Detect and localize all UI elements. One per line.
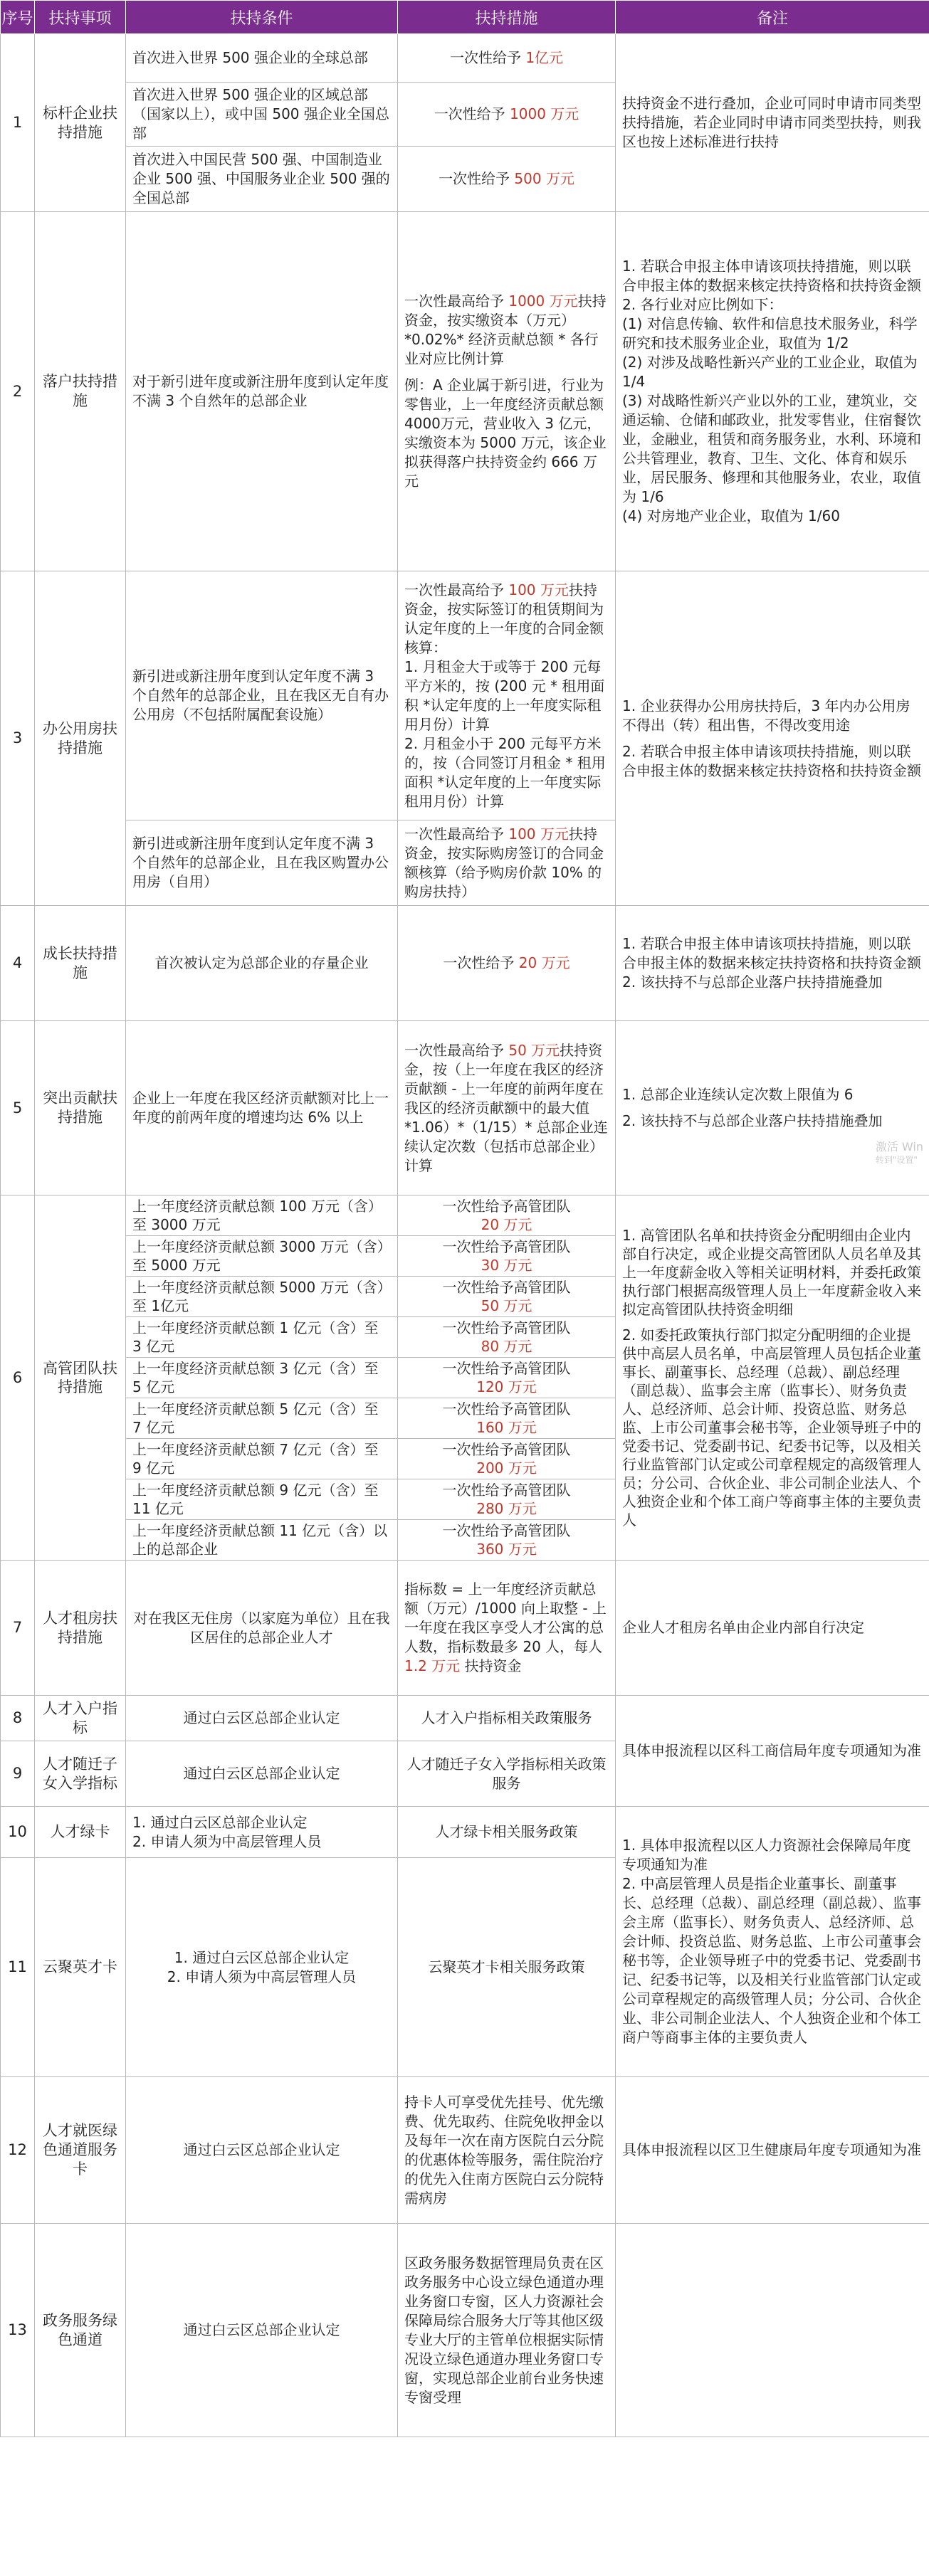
row-item: 标杆企业扶持措施: [35, 34, 126, 212]
row-measure: [398, 1479, 616, 1520]
row-condition: 上一年度经济贡献总额 3000 万元（含）至 5000 万元: [126, 1236, 398, 1277]
measure-text: 扶持资金，按实际签订的租赁期间为认定年度的上一年度的合同金额核算：: [404, 581, 604, 656]
measure-amount: 1000 万元: [508, 292, 578, 310]
note-line: 1. 若联合申报主体申请该项扶持措施，则以联合申报主体的数据来核定扶持资格和扶持资金额: [622, 935, 921, 971]
row-item: 人才租房扶持措施: [35, 1561, 126, 1696]
measure-amount: 200 万元: [476, 1459, 537, 1477]
measure-text: 一次性给予: [443, 954, 519, 971]
measure-text: 一次性给予高管团队: [442, 1279, 571, 1296]
row-condition: 首次进入世界 500 强企业的全球总部: [126, 34, 398, 83]
row-note: [616, 1021, 929, 1195]
watermark-line: 激活 Win: [875, 1140, 923, 1154]
row-condition: 上一年度经济贡献总额 7 亿元（含）至 9 亿元: [126, 1439, 398, 1479]
measure-amount: 280 万元: [476, 1500, 537, 1517]
header-measure: 扶持措施: [398, 1, 616, 34]
note-line: 1. 具体申报流程以区人力资源社会保障局年度专项通知为准: [622, 1837, 911, 1873]
row-note: [616, 906, 929, 1021]
row-item: 人才随迁子女入学指标: [35, 1741, 126, 1807]
note-line: 2. 该扶持不与总部企业落户扶持措施叠加: [622, 1112, 883, 1129]
measure-amount: 100 万元: [508, 581, 569, 598]
measure-amount: 1亿元: [525, 49, 564, 66]
row-item: 人才就医绿色通道服务卡: [35, 2077, 126, 2224]
row-note: [616, 2224, 929, 2437]
table-row: [1, 1696, 929, 1741]
table-row: [1, 2224, 929, 2437]
row-measure: 人才绿卡相关服务政策: [398, 1807, 616, 1858]
note-line: (2) 对涉及战略性新兴产业的工业企业，取值为 1/4: [622, 354, 918, 390]
measure-text: 一次性给予: [439, 170, 515, 187]
measure-amount: 80 万元: [481, 1338, 532, 1355]
measure-text: 一次性最高给予: [404, 825, 509, 843]
note-line: 1. 高管团队名单和扶持资金分配明细由企业内部自行决定，或企业提交高管团队人员名单及其上一年度薪金收入等相关证明材料，并委托政策执行部门根据高级管理人员上一年度薪金收入来拟定高管团队扶持资金明细: [622, 1227, 921, 1318]
row-number: 3: [1, 571, 35, 906]
row-item: 云聚英才卡: [35, 1858, 126, 2077]
row-item: 办公用房扶持措施: [35, 571, 126, 906]
row-measure: [398, 906, 616, 1021]
table-row: [1, 212, 929, 571]
condition-line: 1. 通过白云区总部企业认定: [174, 1948, 350, 1966]
condition-line: 2. 申请人须为中高层管理人员: [132, 1832, 322, 1850]
row-condition: 企业上一年度在我区经济贡献额对比上一年度的前两年度的增速均达 6% 以上: [126, 1021, 398, 1195]
measure-text: 一次性最高给予: [404, 581, 509, 598]
watermark-line: 转到"设置": [875, 1155, 918, 1165]
measure-text: 扶持资金，按（上一年度在我区的经济贡献额 - 上一年度的前两年度在我区的经济贡献额中的最大值 *1.06）*（1/15）* 总部企业连续认定次数（包括市总部企业）计算: [404, 1041, 608, 1174]
row-measure: [398, 820, 616, 906]
row-measure: [398, 1358, 616, 1398]
measure-text: 一次性最高给予: [404, 292, 509, 310]
row-number: 11: [1, 1858, 35, 2077]
row-measure: [398, 1021, 616, 1195]
measure-text: 扶持资金，按实际购房签订的合同金额核算（给予购房价款 10% 的购房扶持）: [404, 825, 604, 900]
table-row: [1, 1561, 929, 1696]
row-condition: 对于新引进年度或新注册年度到认定年度不满 3 个自然年的总部企业: [126, 212, 398, 571]
row-condition: 通过白云区总部企业认定: [126, 2224, 398, 2437]
row-item: 人才绿卡: [35, 1807, 126, 1858]
row-measure: [398, 1398, 616, 1439]
note-line: (4) 对房地产业企业，取值为 1/60: [622, 507, 840, 524]
measure-text: 1. 月租金大于或等于 200 元每平方米的，按 (200 元 * 租用面积 *认定年度的上一年度实际租用月份）计算: [404, 658, 605, 733]
row-measure: 云聚英才卡相关服务政策: [398, 1858, 616, 2077]
row-condition: 上一年度经济贡献总额 3 亿元（含）至 5 亿元: [126, 1358, 398, 1398]
row-condition: 上一年度经济贡献总额 9 亿元（含）至 11 亿元: [126, 1479, 398, 1520]
row-condition: 新引进或新注册年度到认定年度不满 3 个自然年的总部企业，且在我区购置办公用房（自用）: [126, 820, 398, 906]
note-line: 2. 中高层管理人员是指企业董事长、副董事长、总经理（总裁）、副总经理（副总裁）、监事会主席（监事长）、财务负责人、总经济师、总会计师、投资总监、财务总监、上市公司董事会秘书等，企业领导班子中的党委书记、党委副书记、纪委书记等，以及相关行业监管部门认定或公司章程规定的高级管理人员；分公司、合伙企业、非公司制企业法人、个人独资企业和个体工商户等商事主体的主要负责人: [622, 1875, 921, 2046]
measure-text: 一次性最高给予: [404, 1041, 509, 1059]
row-number: 7: [1, 1561, 35, 1696]
row-note: 具体申报流程以区卫生健康局年度专项通知为准: [616, 2077, 929, 2224]
measure-amount: 360 万元: [476, 1541, 537, 1558]
row-item: 落户扶持措施: [35, 212, 126, 571]
row-item: 突出贡献扶持措施: [35, 1021, 126, 1195]
row-condition: [126, 1858, 398, 2077]
row-note: [616, 1195, 929, 1561]
note-line: 1. 企业获得办公用房扶持后，3 年内办公用房不得出（转）租出售，不得改变用途: [622, 697, 910, 734]
row-condition: 通过白云区总部企业认定: [126, 1696, 398, 1741]
condition-line: 2. 申请人须为中高层管理人员: [167, 1968, 357, 1985]
row-item: 高管团队扶持措施: [35, 1195, 126, 1561]
measure-amount: 1.2 万元: [404, 1657, 461, 1674]
row-item: 成长扶持措施: [35, 906, 126, 1021]
table-row: [1, 1807, 929, 1858]
note-line: 1. 总部企业连续认定次数上限值为 6: [622, 1086, 854, 1103]
row-condition: 通过白云区总部企业认定: [126, 1741, 398, 1807]
row-number: 2: [1, 212, 35, 571]
note-line: 1. 若联合申报主体申请该项扶持措施，则以联合申报主体的数据来核定扶持资格和扶持资金额: [622, 258, 921, 294]
measure-text: 扶持资金，按实缴资本（万元）*0.02%* 经济贡献总额 * 各行业对应比例计算: [404, 292, 607, 367]
row-measure: [398, 571, 616, 820]
row-item: 政务服务绿色通道: [35, 2224, 126, 2437]
row-condition: 新引进或新注册年度到认定年度不满 3 个自然年的总部企业，且在我区无自有办公用房（不包括附属配套设施）: [126, 571, 398, 820]
table-row: [1, 34, 929, 83]
measure-amount: 50 万元: [508, 1041, 560, 1059]
header-no: 序号: [1, 1, 35, 34]
row-number: 10: [1, 1807, 35, 1858]
measure-example: 例：A 企业属于新引进，行业为零售业，上一年度经济贡献总额4000万元，营业收入 3 亿元，实缴资本为 5000 万元，该企业拟获得落户扶持资金约 666 万元: [404, 376, 607, 490]
row-measure: [398, 1520, 616, 1561]
row-note: 具体申报流程以区科工商信局年度专项通知为准: [616, 1696, 929, 1807]
row-note: [616, 571, 929, 906]
row-measure: [398, 1317, 616, 1358]
row-measure: [398, 83, 616, 147]
row-item: 人才入户指标: [35, 1696, 126, 1741]
row-note: 企业人才租房名单由企业内部自行决定: [616, 1561, 929, 1696]
header-condition: 扶持条件: [126, 1, 398, 34]
row-number: 6: [1, 1195, 35, 1561]
row-note: [616, 212, 929, 571]
row-number: 8: [1, 1696, 35, 1741]
row-measure: [398, 1195, 616, 1236]
row-measure: [398, 1561, 616, 1696]
row-number: 12: [1, 2077, 35, 2224]
row-number: 13: [1, 2224, 35, 2437]
row-condition: 通过白云区总部企业认定: [126, 2077, 398, 2224]
note-line: 2. 如委托政策执行部门拟定分配明细的企业提供中高层人员名单，中高层管理人员包括企业董事长、副董事长、总经理（总裁）、副总经理（副总裁）、监事会主席（监事长）、财务负责人、总经济师、总会计师、投资总监、财务总监、上市公司董事会秘书等，企业领导班子中的党委书记、党委副书记、纪委书记等，以及相关行业监管部门认定或公司章程规定的高级管理人员；分公司、合伙企业、非公司制企业法人、个人独资企业和个体工商户等商事主体的主要负责人: [622, 1326, 921, 1529]
row-condition: 对在我区无住房（以家庭为单位）且在我区居住的总部企业人才: [126, 1561, 398, 1696]
row-measure: [398, 147, 616, 212]
row-condition: [126, 1807, 398, 1858]
note-line: (3) 对战略性新兴产业以外的工业，建筑业，交通运输、仓储和邮政业，批发零售业，住宿餐饮业，金融业，租赁和商务服务业，水利、环境和公共管理业，教育、卫生、文化、体育和娱乐业，居民服务、修理和其他服务业，农业，取值为 1/6: [622, 392, 921, 505]
measure-text: 一次性给予高管团队: [442, 1360, 571, 1377]
measure-amount: 160 万元: [476, 1419, 537, 1436]
row-number: 5: [1, 1021, 35, 1195]
note-line: (1) 对信息传输、软件和信息技术服务业，科学研究和技术服务业企业，取值为 1/2: [622, 315, 918, 352]
row-measure: [398, 1439, 616, 1479]
measure-text: 扶持资金: [460, 1657, 522, 1674]
measure-amount: 20 万元: [518, 954, 570, 971]
measure-amount: 1000 万元: [510, 105, 579, 122]
table-row: [1, 1195, 929, 1236]
measure-text: 一次性给予高管团队: [442, 1198, 571, 1215]
row-number: 1: [1, 34, 35, 212]
row-note: 扶持资金不进行叠加，企业可同时申请市同类型扶持措施，若企业同时申请市同类型扶持，则我区也按上述标准进行扶持: [616, 34, 929, 212]
measure-amount: 100 万元: [508, 825, 569, 843]
measure-amount: 50 万元: [481, 1297, 532, 1314]
table-row: [1, 571, 929, 820]
measure-amount: 20 万元: [481, 1216, 532, 1233]
table-header-row: [1, 1, 929, 34]
row-measure: [398, 1236, 616, 1277]
measure-amount: 120 万元: [476, 1378, 537, 1395]
measure-text: 一次性给予高管团队: [442, 1319, 571, 1336]
header-item: 扶持事项: [35, 1, 126, 34]
row-measure: [398, 34, 616, 83]
measure-text: 2. 月租金小于 200 元每平方米的，按（合同签订月租金 * 租用面积 *认定年度的上一年度实际租用月份）计算: [404, 734, 606, 810]
note-line: 2. 若联合申报主体申请该项扶持措施，则以联合申报主体的数据来核定扶持资格和扶持资金额: [622, 742, 921, 779]
row-condition: 首次被认定为总部企业的存量企业: [126, 906, 398, 1021]
header-note: 备注: [616, 1, 929, 34]
table-row: [1, 1021, 929, 1195]
row-measure: 人才入户指标相关政策服务: [398, 1696, 616, 1741]
measure-text: 一次性给予高管团队: [442, 1441, 571, 1458]
note-line: 2. 各行业对应比例如下：: [622, 296, 783, 313]
row-condition: 首次进入世界 500 强企业的区域总部（国家以上），或中国 500 强企业全国总部: [126, 83, 398, 147]
measure-text: 一次性给予高管团队: [442, 1522, 571, 1539]
row-number: 9: [1, 1741, 35, 1807]
row-measure: 人才随迁子女入学指标相关政策服务: [398, 1741, 616, 1807]
row-condition: 上一年度经济贡献总额 100 万元（含）至 3000 万元: [126, 1195, 398, 1236]
row-condition: 首次进入中国民营 500 强、中国制造业企业 500 强、中国服务业企业 500 强的全国总部: [126, 147, 398, 212]
row-measure: 持卡人可享受优先挂号、优先缴费、优先取药、住院免收押金以及每年一次在南方医院白云分院的优惠体检等服务，需住院治疗的优先入住南方医院白云分院特需病房: [398, 2077, 616, 2224]
measure-text: 一次性给予: [449, 49, 526, 66]
row-measure: [398, 212, 616, 571]
row-number: 4: [1, 906, 35, 1021]
row-measure: 区政务服务数据管理局负责在区政务服务中心设立绿色通道办理业务窗口专窗，区人力资源社会保障局综合服务大厅等其他区级专业大厅的主管单位根据实际情况设立绿色通道办理业务窗口专窗，实现总部企业前台业务快速专窗受理: [398, 2224, 616, 2437]
table-row: [1, 2077, 929, 2224]
measure-amount: 500 万元: [514, 170, 574, 187]
row-condition: 上一年度经济贡献总额 5 亿元（含）至 7 亿元: [126, 1398, 398, 1439]
row-note: [616, 1807, 929, 2077]
activation-watermark: [876, 1141, 923, 1166]
measure-amount: 30 万元: [481, 1257, 532, 1274]
note-line: 2. 该扶持不与总部企业落户扶持措施叠加: [622, 973, 883, 991]
row-condition: 上一年度经济贡献总额 5000 万元（含）至 1亿元: [126, 1277, 398, 1317]
measure-text: 指标数 = 上一年度经济贡献总额（万元）/1000 向上取整 - 上一年度在我区享受人才公寓的总人数，指标数最多 20 人，每人: [404, 1580, 607, 1655]
table-row: [1, 906, 929, 1021]
measure-text: 一次性给予高管团队: [442, 1400, 571, 1418]
row-condition: 上一年度经济贡献总额 1 亿元（含）至 3 亿元: [126, 1317, 398, 1358]
measure-text: 一次性给予高管团队: [442, 1482, 571, 1499]
measure-text: 一次性给予: [434, 105, 510, 122]
row-condition: 上一年度经济贡献总额 11 亿元（含）以上的总部企业: [126, 1520, 398, 1561]
measure-text: 一次性给予高管团队: [442, 1238, 571, 1255]
condition-line: 1. 通过白云区总部企业认定: [132, 1813, 308, 1831]
row-measure: [398, 1277, 616, 1317]
